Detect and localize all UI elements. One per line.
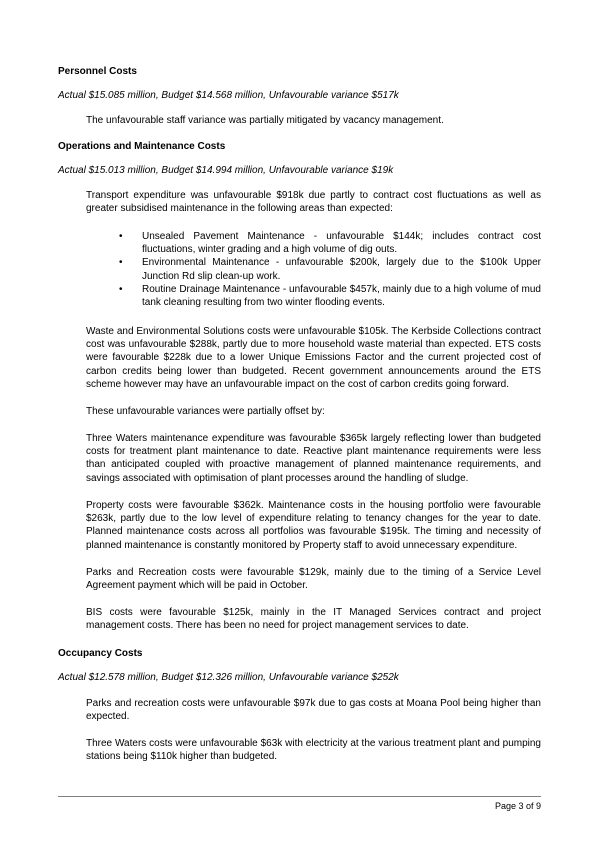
footer-divider (58, 796, 541, 797)
bullet-text: Routine Drainage Maintenance - unfavourable $457k, mainly due to a high volume of mud tank cleaning resulting from two winter flooding events. (142, 283, 541, 309)
bullet-icon: • (119, 283, 123, 295)
maintenance-bullet-list (116, 230, 541, 309)
bullet-item (116, 283, 541, 309)
occupancy-summary: Actual $12.578 million, Budget $12.326 million, Unfavourable variance $252k (58, 672, 399, 683)
operations-paragraph-bis: BIS costs were favourable $125k, mainly in the IT Managed Services contract and project management costs. There has been no need for project management services to date. (86, 607, 541, 632)
section-heading-occupancy: Occupancy Costs (58, 648, 143, 659)
operations-paragraph-parks: Parks and Recreation costs were favourable $129k, mainly due to the timing of a Service Level Agreement payment which will be paid in October. (86, 567, 541, 592)
occupancy-paragraph-three-waters: Three Waters costs were unfavourable $63k with electricity at the various treatment plant and pumping stations being $110k higher than budgeted. (86, 738, 541, 763)
operations-paragraph-waste: Waste and Environmental Solutions costs were unfavourable $105k. The Kerbside Collections contract cost was unfavourable $288k, partly due to more household waste material than expected. ETS costs were favourable $228k due to a lower Unique Emissions Factor and the current projected cost of carbon credits being lower than budgeted. Recent government announcements around the ETS scheme however may have an unfavourable impact on the cost of carbon credits going forward. (86, 326, 541, 390)
operations-paragraph-transport: Transport expenditure was unfavourable $918k due partly to contract cost fluctuations as well as greater subsidised maintenance in the following areas than expected: (86, 190, 541, 215)
operations-paragraph-three-waters: Three Waters maintenance expenditure was favourable $365k largely reflecting lower than budgeted costs for treatment plant maintenance to date. Reactive plant maintenance requirements were less than anticipated coupled with proactive management of planned maintenance requirements, and savings associated with optimisation of plant processes around the handling of sludge. (86, 433, 541, 484)
section-heading-operations: Operations and Maintenance Costs (58, 141, 226, 152)
bullet-item (116, 230, 541, 256)
section-heading-personnel: Personnel Costs (58, 66, 137, 77)
bullet-item (116, 256, 541, 282)
operations-paragraph-property: Property costs were favourable $362k. Maintenance costs in the housing portfolio were favourable $263k, partly due to the low level of expenditure relating to tenancy changes for the year to date. Planned maintenance costs across all portfolios was favourable $195k. The timing and necessity of planned maintenance is constantly monitored by Property staff to avoid unnecessary expenditure. (86, 500, 541, 551)
personnel-paragraph: The unfavourable staff variance was partially mitigated by vacancy management. (86, 115, 444, 126)
bullet-icon: • (119, 231, 123, 242)
operations-summary: Actual $15.013 million, Budget $14.994 million, Unfavourable variance $19k (58, 165, 394, 176)
occupancy-paragraph-parks: Parks and recreation costs were unfavourable $97k due to gas costs at Moana Pool being higher than expected. (86, 698, 541, 723)
operations-paragraph-offset: These unfavourable variances were partially offset by: (86, 406, 325, 417)
bullet-icon: • (119, 257, 123, 269)
bullet-text: Environmental Maintenance - unfavourable $200k, largely due to the $100k Upper Junction Rd slip clean-up work. (142, 257, 541, 282)
personnel-summary: Actual $15.085 million, Budget $14.568 million, Unfavourable variance $517k (58, 90, 399, 101)
bullet-text: Unsealed Pavement Maintenance - unfavourable $144k; includes contract cost fluctuations, winter grading and a high volume of dig outs. (142, 231, 541, 256)
page-number: Page 3 of 9 (494, 801, 541, 811)
